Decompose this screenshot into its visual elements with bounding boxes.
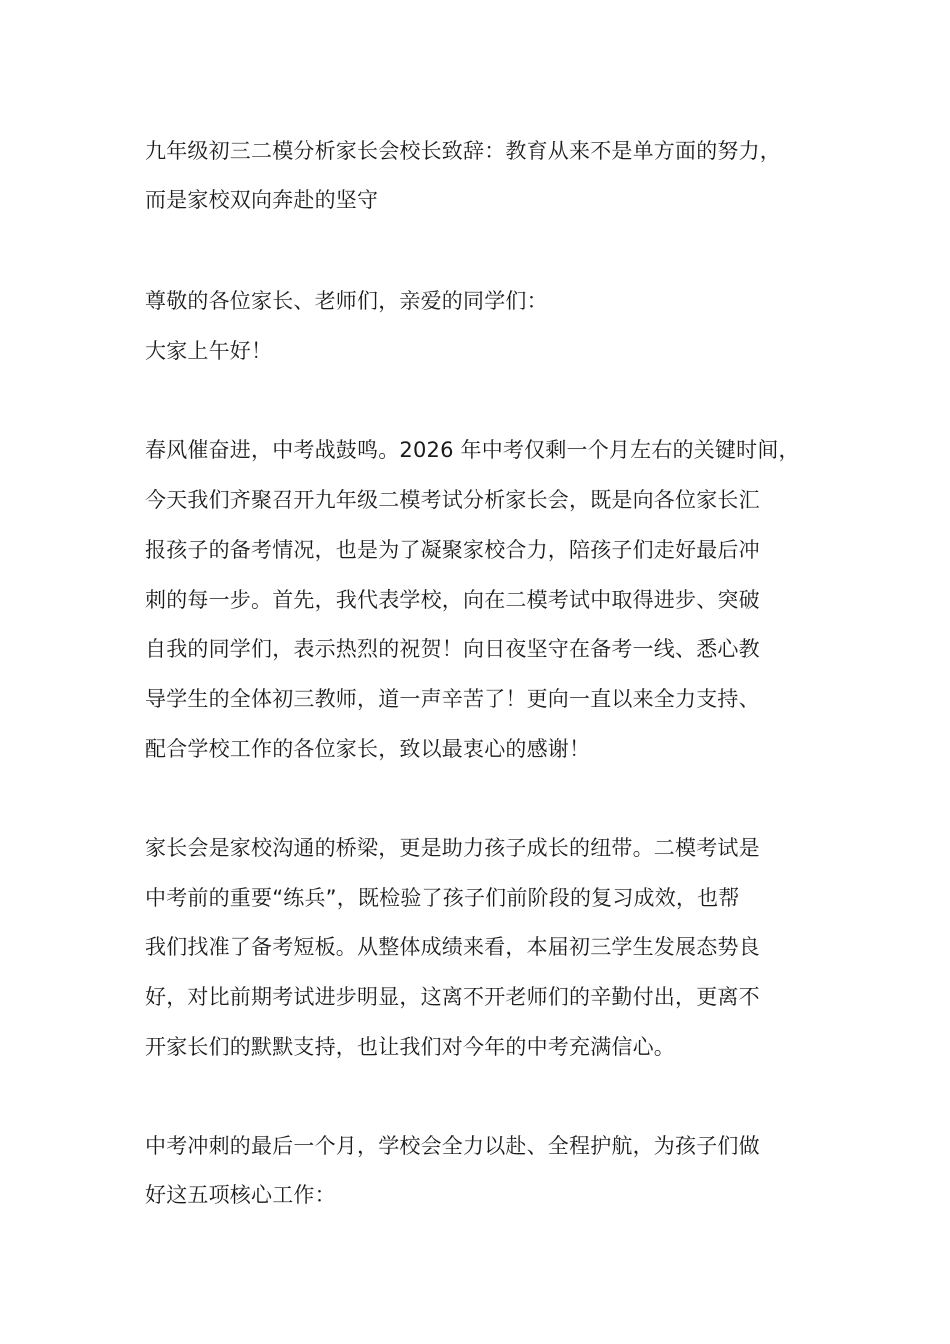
title-line-1: 九年级初三二模分析家长会校长致辞：教育从来不是单方面的努力， <box>145 139 781 163</box>
salutation: 尊敬的各位家长、老师们，亲爱的同学们： <box>145 289 548 313</box>
paragraph-1-line-1: 春风催奋进，中考战鼓鸣。2026 年中考仅剩一个月左右的关键时间， <box>145 438 800 462</box>
paragraph-2-line-2: 中考前的重要“练兵”，既检验了孩子们前阶段的复习成效，也帮 <box>145 886 740 910</box>
paragraph-2-line-3: 我们找准了备考短板。从整体成绩来看，本届初三学生发展态势良 <box>145 935 760 959</box>
greeting: 大家上午好！ <box>145 339 273 363</box>
paragraph-2-line-4: 好，对比前期考试进步明显，这离不开老师们的辛勤付出，更离不 <box>145 985 760 1009</box>
paragraph-1-line-4: 刺的每一步。首先，我代表学校，向在二模考试中取得进步、突破 <box>145 588 760 612</box>
paragraph-1-line-5: 自我的同学们，表示热烈的祝贺！向日夜坚守在备考一线、悉心教 <box>145 637 760 661</box>
paragraph-1-line-3: 报孩子的备考情况，也是为了凝聚家校合力，陪孩子们走好最后冲 <box>145 538 760 562</box>
paragraph-1-line-6: 导学生的全体初三教师，道一声辛苦了！更向一直以来全力支持、 <box>145 687 760 711</box>
paragraph-3-line-1: 中考冲刺的最后一个月，学校会全力以赴、全程护航，为孩子们做 <box>145 1134 760 1158</box>
title-line-2: 而是家校双向奔赴的坚守 <box>145 188 379 212</box>
paragraph-1-line-2: 今天我们齐聚召开九年级二模考试分析家长会，既是向各位家长汇 <box>145 488 760 512</box>
paragraph-1-line-7: 配合学校工作的各位家长，致以最衷心的感谢！ <box>145 737 591 761</box>
paragraph-2-line-1: 家长会是家校沟通的桥梁，更是助力孩子成长的纽带。二模考试是 <box>145 836 760 860</box>
paragraph-2-line-5: 开家长们的默默支持，也让我们对今年的中考充满信心。 <box>145 1035 675 1059</box>
paragraph-3-line-2: 好这五项核心工作： <box>145 1183 336 1207</box>
